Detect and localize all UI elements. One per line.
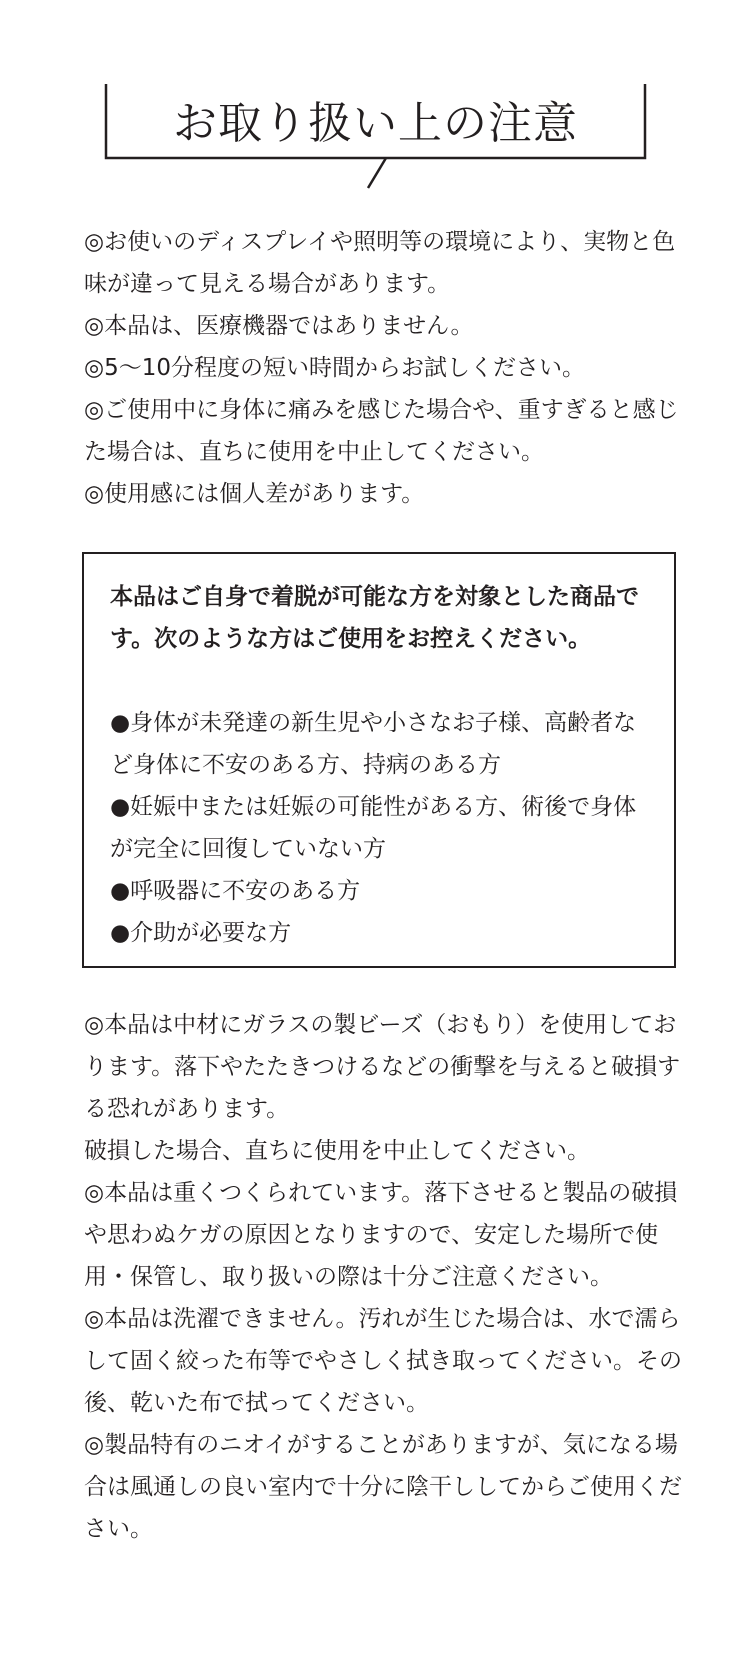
caution-list-top [84, 221, 684, 515]
caution-item: ◎本品は、医療機器ではありません。 [84, 313, 474, 339]
caution-title-frame [103, 80, 648, 192]
contraindication-item: ●呼吸器に不安のある方 [110, 878, 361, 904]
caution-item: ◎お使いのディスプレイや照明等の環境により、実物と色味が違って見える場合があります。 [84, 229, 676, 297]
contraindication-lead: 本品はご自身で着脱が可能な方を対象とした商品です。次のような方はご使用をお控えください。 [110, 584, 639, 652]
contraindication-box [82, 552, 676, 968]
contraindication-item: ●妊娠中または妊娠の可能性がある方、術後で身体が完全に回復していない方 [110, 794, 637, 862]
caution-item: ◎本品は中材にガラスの製ビーズ（おもり）を使用しております。落下やたたきつけるなどの衝撃を与えると破損する恐れがあります。 [84, 1012, 681, 1122]
caution-item: ◎ご使用中に身体に痛みを感じた場合や、重すぎると感じた場合は、直ちに使用を中止してください。 [84, 397, 679, 465]
caution-item: ◎5〜10分程度の短い時間からお試しください。 [84, 355, 585, 381]
caution-item: ◎使用感には個人差があります。 [84, 481, 425, 507]
caution-item: ◎本品は重くつくられています。落下させると製品の破損や思わぬケガの原因となりますので、安定した場所で使用・保管し、取り扱いの際は十分ご注意ください。 [84, 1180, 678, 1290]
caution-list-bottom [84, 1004, 684, 1550]
contraindication-list [110, 702, 650, 954]
contraindication-item: ●身体が未発達の新生児や小さなお子様、高齢者など身体に不安のある方、持病のある方 [110, 710, 637, 778]
caution-item: ◎製品特有のニオイがすることがありますが、気になる場合は風通しの良い室内で十分に陰干ししてからご使用ください。 [84, 1432, 682, 1542]
page-title: お取り扱い上の注意 [173, 98, 578, 149]
caution-item: 破損した場合、直ちに使用を中止してください。 [84, 1138, 590, 1164]
caution-item: ◎本品は洗濯できません。汚れが生じた場合は、水で濡らして固く絞った布等でやさしく拭き取ってください。その後、乾いた布で拭ってください。 [84, 1306, 682, 1416]
contraindication-item: ●介助が必要な方 [110, 920, 292, 946]
